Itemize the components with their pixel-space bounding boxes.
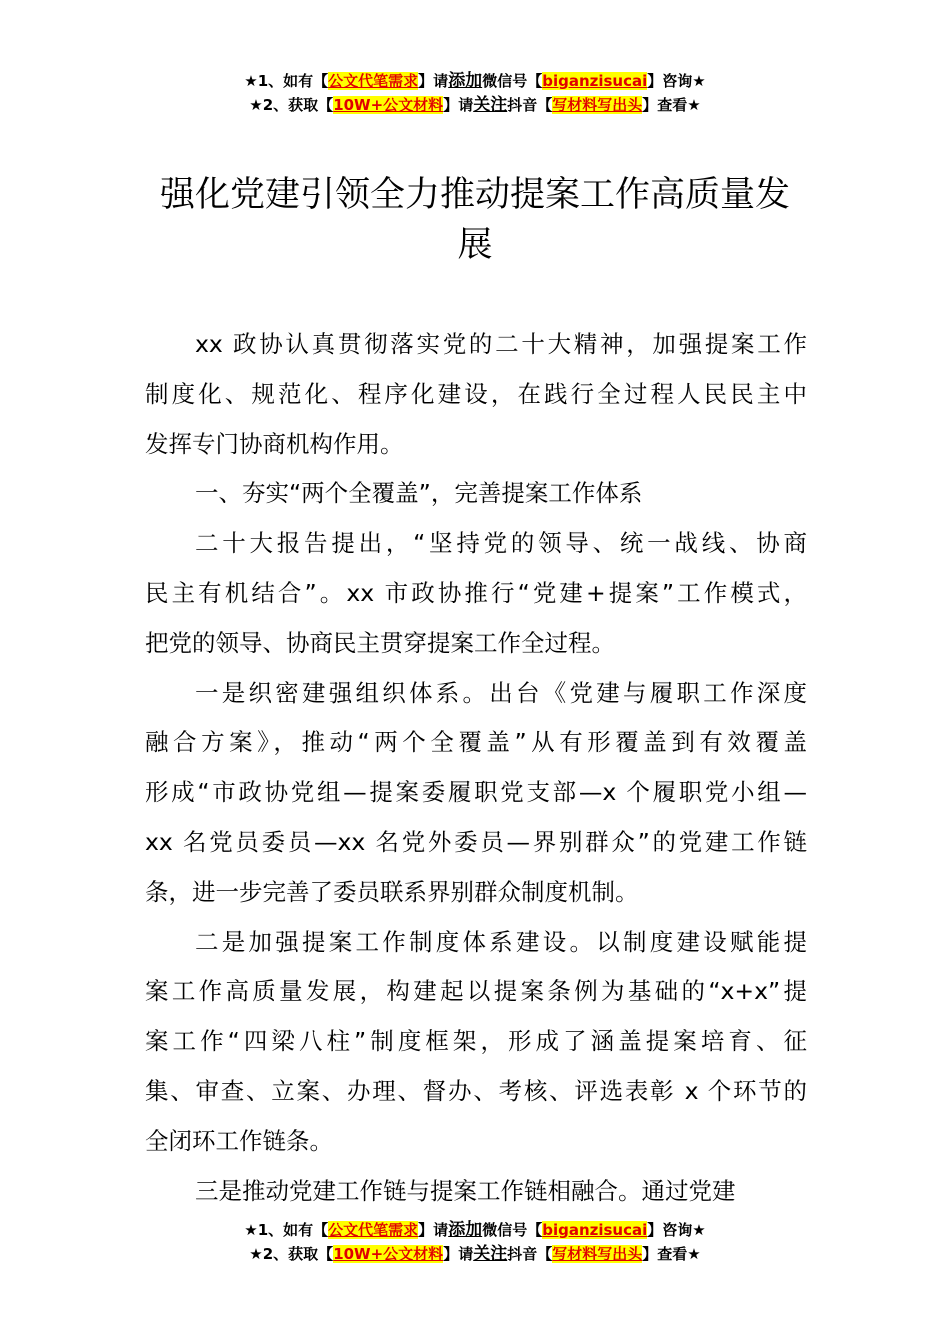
banner-text: 】请 <box>418 72 449 90</box>
highlighted-text: 写材料写出头 <box>552 1245 643 1263</box>
paragraph-line: 二是加强提案工作制度体系建设。以制度建设赋能提 <box>195 927 807 956</box>
paragraph-line: 一是织密建强组织体系。出台《党建与履职工作深度 <box>195 678 807 707</box>
paragraph-line: 案工作高质量发展，构建起以提案条例为基础的“x+x”提 <box>145 977 807 1006</box>
document-body <box>145 320 807 1216</box>
banner-text: 】查看★ <box>642 96 701 114</box>
banner-text: 】请 <box>443 96 474 114</box>
paragraph-line: 发挥专门协商机构作用。 <box>145 429 404 458</box>
paragraph-line: 制度化、规范化、程序化建设，在践行全过程人民民主中 <box>145 379 807 408</box>
paragraph-line: xx 名党员委员—xx 名党外委员—界别群众”的党建工作链 <box>145 827 807 856</box>
paragraph-line: 全闭环工作链条。 <box>145 1126 333 1155</box>
paragraph-line: 案工作“四梁八柱”制度框架，形成了涵盖提案培育、征 <box>145 1027 807 1056</box>
paragraph-line: 形成“市政协党组—提案委履职党支部—x 个履职党小组— <box>145 778 807 807</box>
paragraph-line: 三是推动党建工作链与提案工作链相融合。通过党建 <box>195 1176 736 1205</box>
underlined-text: 关注 <box>473 95 508 115</box>
highlighted-text: 公文代笔需求 <box>328 72 419 90</box>
banner-text: 】请 <box>418 1221 449 1239</box>
highlighted-text: biganzisucai <box>542 1221 648 1239</box>
banner-line1 <box>0 69 950 93</box>
highlighted-text: 公文代笔需求 <box>328 1221 419 1239</box>
banner-text: 】请 <box>443 1245 474 1263</box>
paragraph-line: 集、审查、立案、办理、督办、考核、评选表彰 x 个环节的 <box>145 1076 807 1105</box>
paragraph-line: 条，进一步完善了委员联系界别群众制度机制。 <box>145 877 639 906</box>
title-line: 展 <box>457 225 493 265</box>
banner-text: 抖音【 <box>507 1245 553 1263</box>
banner-line2 <box>0 1242 950 1266</box>
underlined-text: 添加 <box>448 71 483 91</box>
highlighted-text: 写材料写出头 <box>552 96 643 114</box>
banner-text: 】查看★ <box>642 1245 701 1263</box>
banner-text: ★1、如有【 <box>244 72 329 90</box>
highlighted-text: 10W+公文材料 <box>333 1245 444 1263</box>
paragraph-line: 二十大报告提出，“坚持党的领导、统一战线、协商 <box>195 529 807 558</box>
paragraph-line: 民主有机结合”。xx 市政协推行“党建+提案”工作模式， <box>145 578 807 607</box>
promo-banner-bottom <box>0 1218 950 1266</box>
banner-text: 】咨询★ <box>647 1221 706 1239</box>
highlighted-text: 10W+公文材料 <box>333 96 444 114</box>
promo-banner-top <box>0 69 950 117</box>
document-title <box>145 170 805 270</box>
underlined-text: 关注 <box>473 1244 508 1264</box>
paragraph-line: 一、夯实“两个全覆盖”，完善提案工作体系 <box>195 479 643 508</box>
highlighted-text: biganzisucai <box>542 72 648 90</box>
banner-line2 <box>0 93 950 117</box>
banner-text: ★2、获取【 <box>249 1245 334 1263</box>
paragraph-line: xx 政协认真贯彻落实党的二十大精神，加强提案工作 <box>195 330 807 358</box>
banner-text: ★1、如有【 <box>244 1221 329 1239</box>
banner-text: 抖音【 <box>507 96 553 114</box>
banner-text: 】咨询★ <box>647 72 706 90</box>
banner-text: 微信号【 <box>482 72 543 90</box>
title-line: 强化党建引领全力推动提案工作高质量发 <box>159 175 790 215</box>
underlined-text: 添加 <box>448 1220 483 1240</box>
banner-text: 微信号【 <box>482 1221 543 1239</box>
banner-line1 <box>0 1218 950 1242</box>
banner-text: ★2、获取【 <box>249 96 334 114</box>
paragraph-line: 把党的领导、协商民主贯穿提案工作全过程。 <box>145 628 615 657</box>
paragraph-line: 融合方案》，推动“两个全覆盖”从有形覆盖到有效覆盖 <box>145 728 807 757</box>
